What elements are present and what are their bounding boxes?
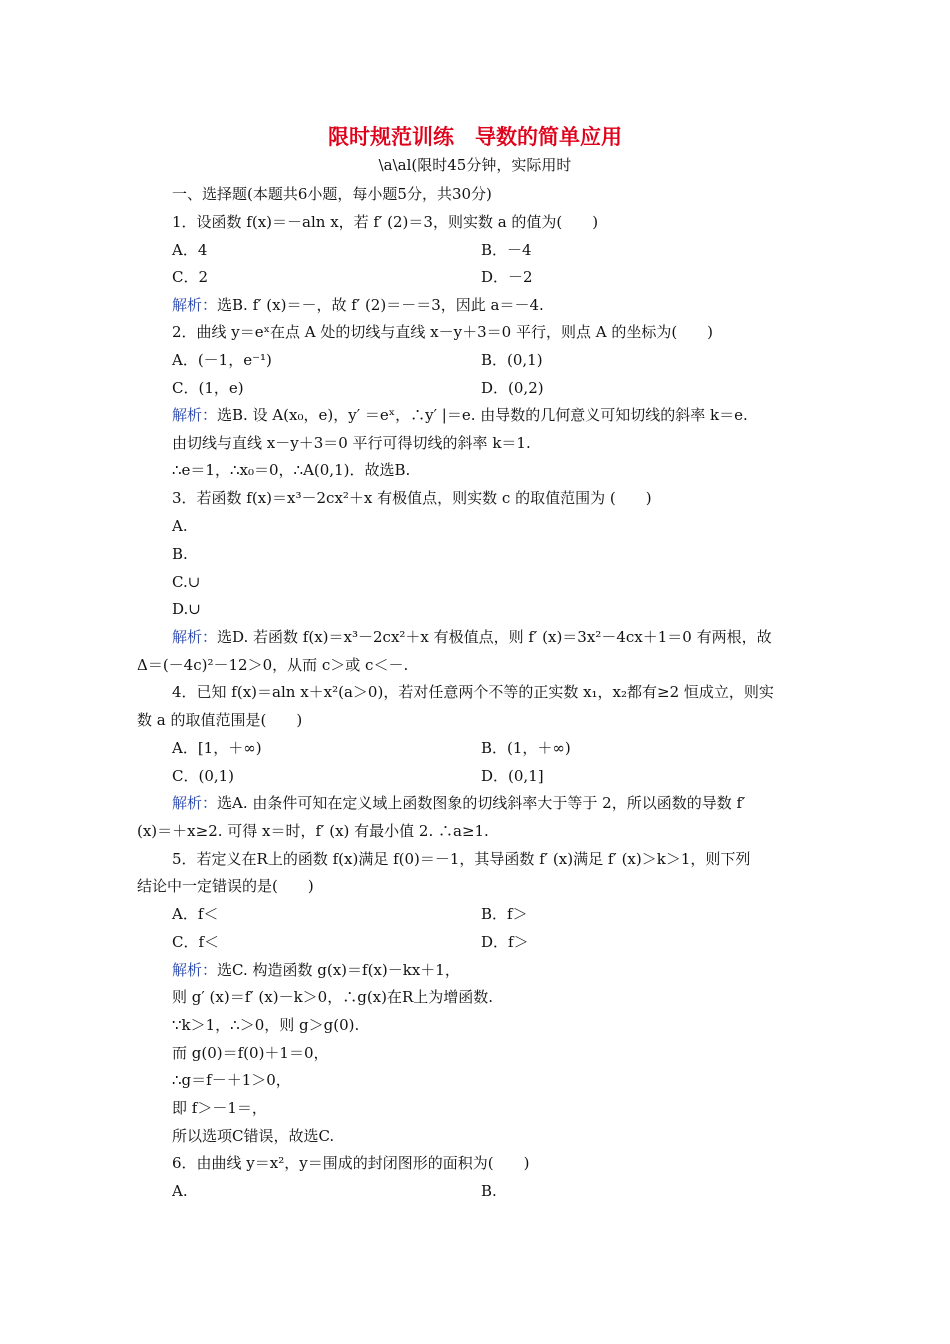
analysis-label: 解析：	[172, 296, 218, 314]
question-5-solution-line-7: 所以选项C错误，故选C.	[172, 1127, 335, 1145]
question-6-option-b: B.	[481, 1182, 497, 1200]
section-heading: 一、选择题(本题共6小题，每小题5分，共30分)	[172, 185, 492, 203]
question-4-option-b: B．(1，＋∞)	[481, 739, 571, 757]
analysis-label: 解析：	[172, 961, 218, 979]
question-5-option-c: C．f＜	[172, 933, 220, 951]
question-3-solution-line-1: 解析：选D. 若函数 f(x)＝x³－2cx²＋x 有极值点，则 f′ (x)＝3x²－4cx＋1＝0 有两根，故	[172, 628, 772, 646]
question-3-option-b: B.	[172, 545, 188, 563]
question-5-solution-line-4: 而 g(0)＝f(0)＋1＝0，	[172, 1044, 329, 1062]
question-2-option-b: B．(0,1)	[481, 351, 543, 369]
question-2-solution-line-1: 解析：选B. 设 A(x₀，e)，y′ ＝eˣ，∴y′ |＝e. 由导数的几何意义可知切线的斜率 k＝e.	[172, 406, 748, 424]
question-5-solution-line-3: ∵k＞1，∴＞0，则 g＞g(0).	[172, 1016, 360, 1034]
question-2-solution-line-2: 由切线与直线 x－y＋3＝0 平行可得切线的斜率 k＝1.	[172, 434, 531, 452]
question-4-option-c: C．(0,1)	[172, 767, 235, 785]
question-2-solution-line-3: ∴e＝1，∴x₀＝0，∴A(0,1)．故选B.	[172, 461, 411, 479]
question-3: 3．若函数 f(x)＝x³－2cx²＋x 有极值点，则实数 c 的取值范围为 ( )	[172, 489, 652, 507]
question-2: 2．曲线 y＝eˣ在点 A 处的切线与直线 x－y＋3＝0 平行，则点 A 的坐标为( )	[172, 323, 714, 341]
question-4-option-d: D．(0,1]	[481, 767, 544, 785]
question-3-option-a: A.	[172, 517, 188, 535]
time-limit-note: \a\al(限时45分钟，实际用时	[378, 156, 572, 174]
question-4-line-2: 数 a 的取值范围是( )	[137, 711, 303, 729]
question-1: 1．设函数 f(x)＝－aln x，若 f′ (2)＝3，则实数 a 的值为( )	[172, 213, 599, 231]
question-3-option-c: C.∪	[172, 573, 201, 591]
question-1-option-b: B．－4	[481, 241, 532, 259]
question-5-solution-line-6: 即 f＞－1＝，	[172, 1099, 267, 1117]
question-5-line-2: 结论中一定错误的是( )	[137, 877, 314, 895]
question-5-solution-line-1: 解析：选C. 构造函数 g(x)＝f(x)－kx＋1，	[172, 961, 460, 979]
question-1-option-a: A．4	[172, 241, 208, 259]
question-2-option-c: C．(1，e)	[172, 379, 244, 397]
question-2-option-a: A．(－1，e⁻¹)	[172, 351, 272, 369]
question-5-option-d: D．f＞	[481, 933, 529, 951]
question-3-option-d: D.∪	[172, 600, 201, 618]
question-4-line-1: 4．已知 f(x)＝aln x＋x²(a＞0)，若对任意两个不等的正实数 x₁，x₂都有≥2 恒成立，则实	[172, 683, 774, 701]
question-1-option-c: C．2	[172, 268, 209, 286]
analysis-label: 解析：	[172, 406, 218, 424]
question-2-option-d: D．(0,2)	[481, 379, 544, 397]
question-6: 6．由曲线 y＝x²，y＝围成的封闭图形的面积为( )	[172, 1154, 530, 1172]
question-1-solution: 解析：选B. f′ (x)＝－，故 f′ (2)＝－＝3，因此 a＝－4.	[172, 296, 544, 314]
question-4-option-a: A．[1，＋∞)	[172, 739, 262, 757]
page-title: 限时规范训练 导数的简单应用	[328, 125, 622, 149]
question-1-option-d: D．－2	[481, 268, 533, 286]
question-4-solution-line-1: 解析：选A. 由条件可知在定义域上函数图象的切线斜率大于等于 2，所以函数的导数 f′	[172, 794, 746, 812]
question-5-option-b: B．f＞	[481, 905, 528, 923]
question-4-solution-line-2: (x)＝＋x≥2. 可得 x＝时，f′ (x) 有最小值 2. ∴a≥1.	[137, 822, 489, 840]
question-5-line-1: 5．若定义在R上的函数 f(x)满足 f(0)＝－1，其导函数 f′ (x)满足 f′ (x)＞k＞1，则下列	[172, 850, 751, 868]
question-5-solution-line-5: ∴g＝f－＋1＞0，	[172, 1071, 291, 1089]
question-3-solution-line-2: Δ＝(－4c)²－12＞0，从而 c＞或 c＜－.	[137, 656, 409, 674]
question-5-solution-line-2: 则 g′ (x)＝f′ (x)－k＞0，∴g(x)在R上为增函数.	[172, 988, 494, 1006]
analysis-label: 解析：	[172, 794, 218, 812]
question-6-option-a: A.	[172, 1182, 188, 1200]
question-5-option-a: A．f＜	[172, 905, 219, 923]
analysis-label: 解析：	[172, 628, 218, 646]
